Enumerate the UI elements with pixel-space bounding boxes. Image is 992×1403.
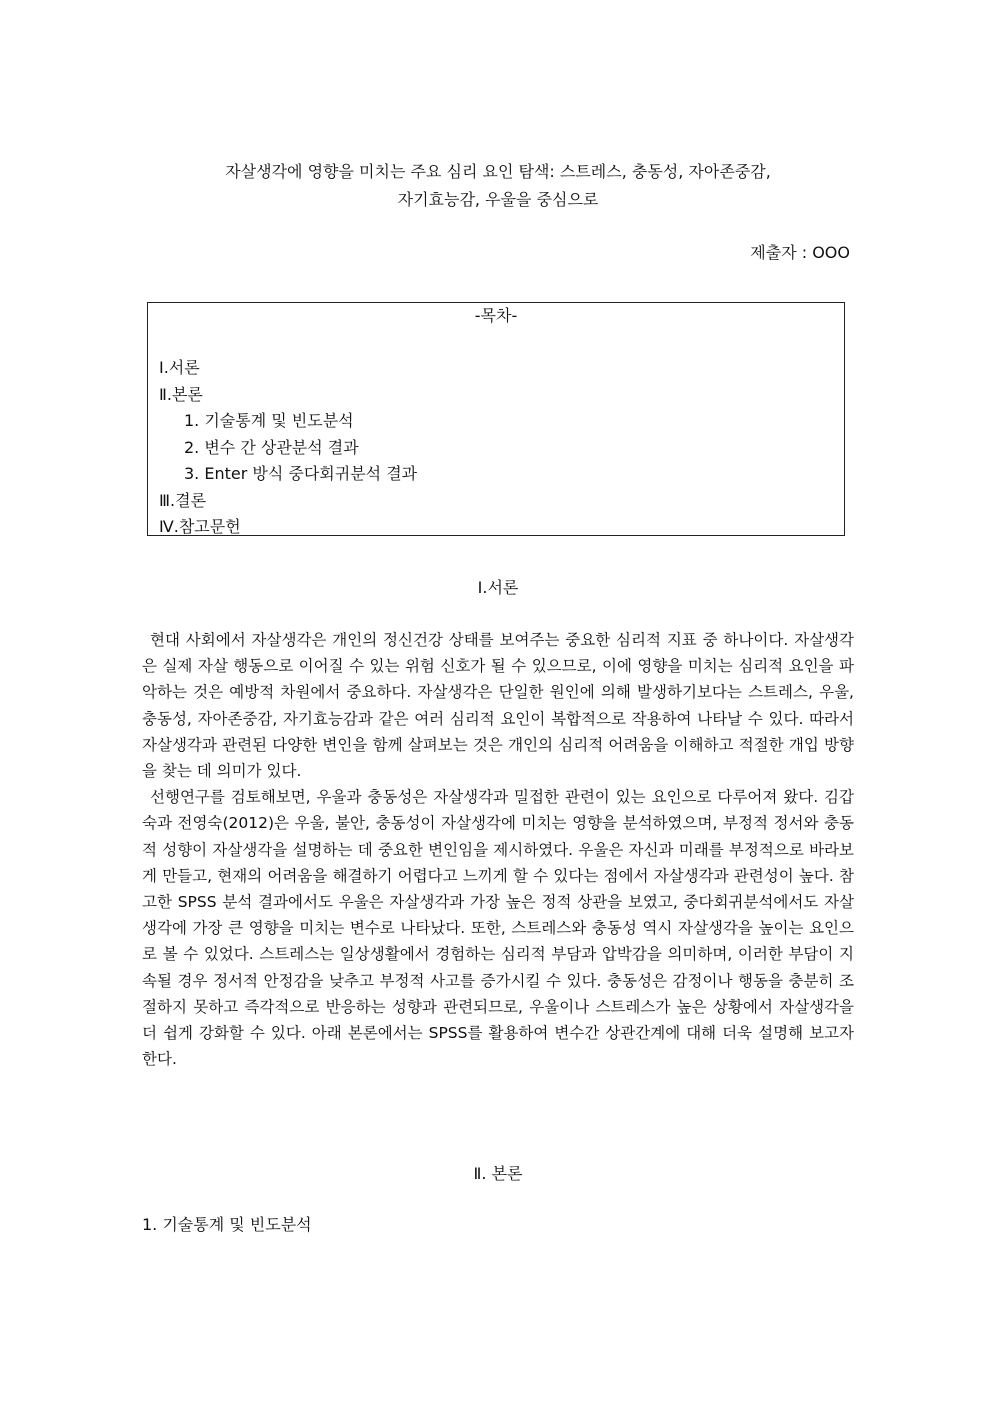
section-heading-main-body: Ⅱ. 본론	[473, 1164, 523, 1183]
subsection-heading-descriptive-stats: 1. 기술통계 및 빈도분석	[142, 1215, 312, 1234]
submitter-line: 제출자 : OOO	[750, 243, 850, 262]
table-of-contents	[147, 302, 845, 536]
section-heading-introduction: Ⅰ.서론	[477, 578, 519, 597]
toc-item-correlation: 2. 변수 간 상관분석 결과	[184, 437, 359, 457]
toc-item-conclusion: Ⅲ.결론	[159, 490, 207, 510]
introduction-body	[142, 627, 854, 1072]
toc-list	[159, 355, 417, 541]
document-title	[146, 158, 850, 214]
toc-item-descriptive-stats: 1. 기술통계 및 빈도분석	[184, 411, 354, 430]
document-title-line-1: 자살생각에 영향을 미치는 주요 심리 요인 탐색: 스트레스, 충동성, 자아존중감,	[225, 162, 771, 181]
toc-item-main-body: Ⅱ.본론	[159, 384, 203, 404]
paragraph: 선행연구를 검토해보면, 우울과 충동성은 자살생각과 밀접한 관련이 있는 요인으로 다루어져 왔다. 김갑숙과 전영숙(2012)은 우울, 불안, 충동성이 자살생각에 미치는 영향을 분석하였으며, 부정적 정서와 충동적 성향이 자살생각을 설명하는 데 중요한 변인임을 제시하였다. 우울은 자신과 미래를 부정적으로 바라보게 만들고, 현재의 어려움을 해결하기 어렵다고 느끼게 할 수 있다는 점에서 자살생각과 관련성이 높다. 참고한 SPSS 분석 결과에서도 우울은 자살생각과 가장 높은 정적 상관을 보였고, 중다회귀분석에서도 자살생각에 가장 큰 영향을 미치는 변수로 나타났다. 또한, 스트레스와 충동성 역시 자살생각을 높이는 요인으로 볼 수 있었다. 스트레스는 일상생활에서 경험하는 심리적 부담과 압박감을 의미하며, 이러한 부담이 지속될 경우 정서적 안정감을 낮추고 부정적 사고를 증가시킬 수 있다. 충동성은 감정이나 행동을 충분히 조절하지 못하고 즉각적으로 반응하는 성향과 관련되므로, 우울이나 스트레스가 높은 상황에서 자살생각을 더 쉽게 강화할 수 있다. 아래 본론에서는 SPSS를 활용하여 변수간 상관간계에 대해 더욱 설명해 보고자 한다.	[142, 788, 854, 1069]
toc-item-regression: 3. Enter 방식 중다회귀분석 결과	[184, 464, 418, 483]
toc-item-references: Ⅳ.참고문헌	[159, 517, 241, 536]
document-title-line-2: 자기효능감, 우울을 중심으로	[397, 190, 599, 209]
toc-item-introduction: Ⅰ.서론	[159, 358, 200, 377]
paragraph: 현대 사회에서 자살생각은 개인의 정신건강 상태를 보여주는 중요한 심리적 지표 중 하나이다. 자살생각은 실제 자살 행동으로 이어질 수 있는 위험 신호가 될 수 있으므로, 이에 영향을 미치는 심리적 요인을 파악하는 것은 예방적 차원에서 중요하다. 자살생각은 단일한 원인에 의해 발생하기보다는 스트레스, 우울, 충동성, 자아존중감, 자기효능감과 같은 여러 심리적 요인이 복합적으로 작용하여 나타날 수 있다. 따라서 자살생각과 관련된 다양한 변인을 함께 살펴보는 것은 개인의 심리적 어려움을 이해하고 적절한 개입 방향을 찾는 데 의미가 있다.	[142, 631, 854, 781]
toc-heading: -목차-	[474, 306, 518, 325]
